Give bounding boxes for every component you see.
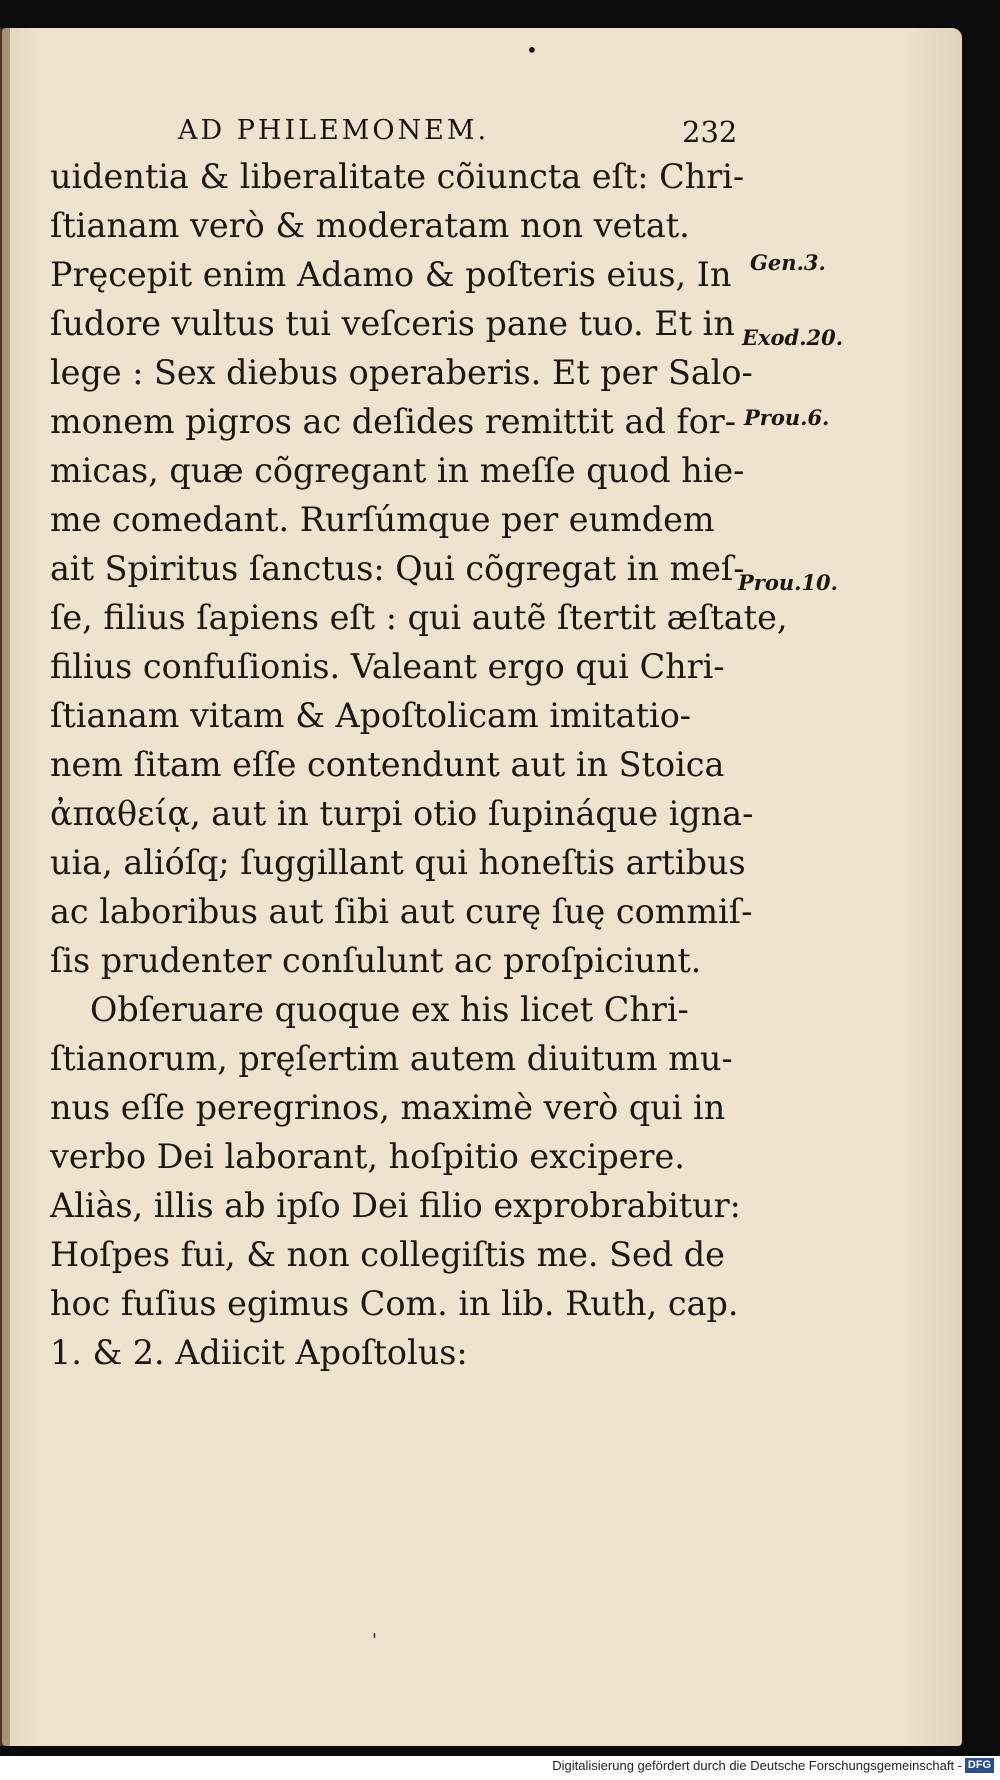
text-line: lege : Sex diebus operaberis. Et per Salo- bbox=[50, 353, 753, 392]
text-line: ait Spiritus ſanctus: Qui cõgregat in meſ- bbox=[50, 549, 745, 588]
text-line: ſtianam vitam & Apoſtolicam imitatio- bbox=[50, 696, 692, 735]
text-line: Obſeruare quoque ex his licet Chri- bbox=[90, 990, 689, 1029]
text-line: verbo Dei laborant, hoſpitio excipere. bbox=[50, 1137, 685, 1176]
text-line: ἀπαθείᾳ, aut in turpi otio ſupináque igna- bbox=[50, 794, 754, 833]
text-line: ſe, filius ſapiens eſt : qui autẽ ſtertit æſtate, bbox=[50, 598, 788, 637]
text-line: ſtianorum, pręſertim autem diuitum mu- bbox=[50, 1039, 733, 1078]
text-line: filius confuſionis. Valeant ergo qui Chri- bbox=[50, 647, 725, 686]
dfg-logo: DFG bbox=[965, 1758, 994, 1773]
text-line: Pręcepit enim Adamo & poſteris eius, In bbox=[50, 255, 732, 294]
text-line: 1. & 2. Adiicit Apoſtolus: bbox=[50, 1333, 468, 1372]
text-line: ac laboribus aut ſibi aut curę ſuę commiſ- bbox=[50, 892, 753, 931]
page-edge bbox=[0, 28, 10, 1746]
running-head: AD PHILEMONEM. bbox=[178, 115, 490, 146]
text-line: micas, quæ cõgregant in meſſe quod hie- bbox=[50, 451, 745, 490]
bottom-mark: ' bbox=[372, 1630, 377, 1651]
text-line: uidentia & liberalitate cõiuncta eſt: Chri- bbox=[50, 157, 745, 196]
text-line: monem pigros ac deſides remittit ad for- bbox=[50, 402, 737, 441]
text-line: hoc fuſius egimus Com. in lib. Ruth, cap. bbox=[50, 1284, 739, 1323]
text-line: uia, alióſq; ſuggillant qui honeſtis artibus bbox=[50, 843, 746, 882]
marginal-note: Prou.10. bbox=[738, 570, 838, 595]
text-line: nus eſſe peregrinos, maximè verò qui in bbox=[50, 1088, 726, 1127]
text-line: ſis prudenter conſulunt ac proſpiciunt. bbox=[50, 941, 702, 980]
text-line: me comedant. Rurſúmque per eumdem bbox=[50, 500, 715, 539]
text-line: Aliàs, illis ab ipſo Dei filio exprobrabitur: bbox=[50, 1186, 741, 1225]
marginal-note: Exod.20. bbox=[742, 325, 844, 350]
top-mark: • bbox=[526, 38, 538, 62]
footer-credit: Digitalisierung gefördert durch die Deutsche Forschungsgemeinschaft - bbox=[552, 1758, 962, 1773]
marginal-note: Gen.3. bbox=[750, 250, 826, 275]
text-line: Hoſpes fui, & non collegiſtis me. Sed de bbox=[50, 1235, 725, 1274]
text-line: nem ſitam eſſe contendunt aut in Stoica bbox=[50, 745, 725, 784]
page-number: 232 bbox=[682, 115, 738, 149]
marginal-note: Prou.6. bbox=[744, 405, 830, 430]
text-line: ſudore vultus tui veſceris pane tuo. Et in bbox=[50, 304, 735, 343]
text-line: ſtianam verò & moderatam non vetat. bbox=[50, 206, 690, 245]
